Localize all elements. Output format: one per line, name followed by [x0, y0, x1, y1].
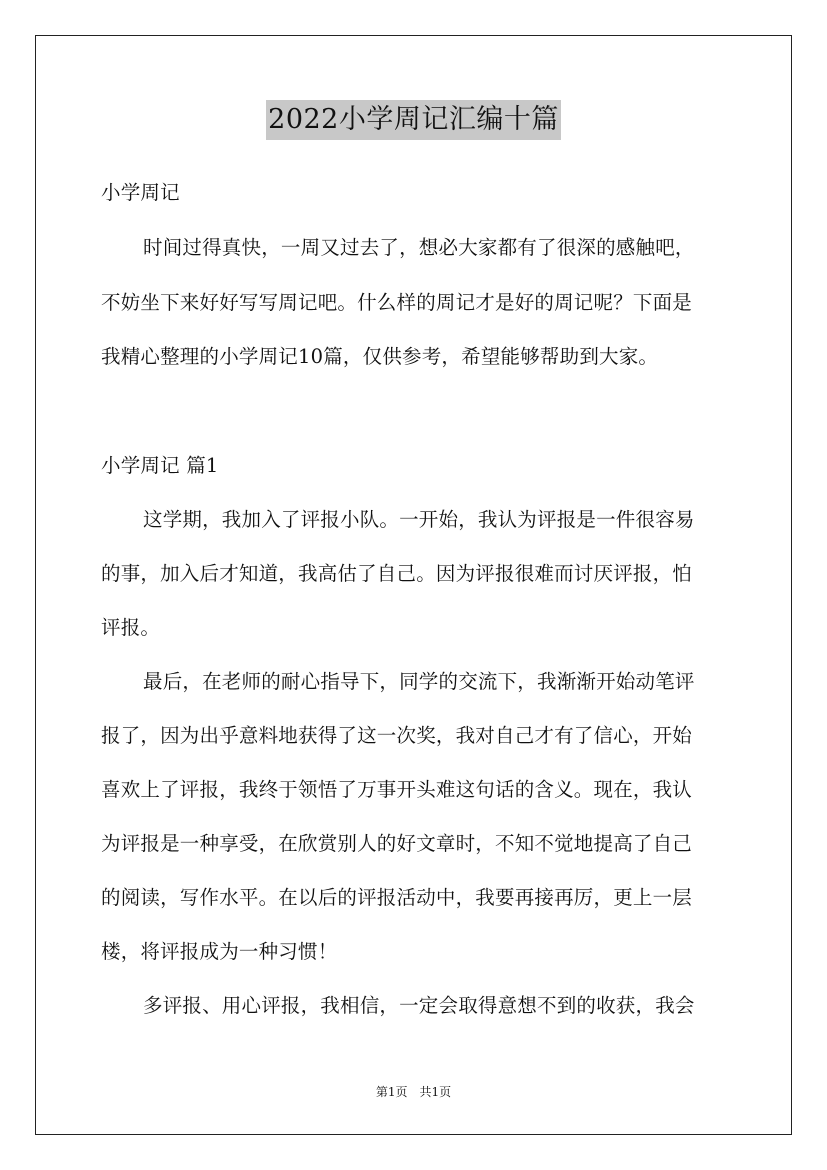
intro-line-2: 不妨坐下来好好写写周记吧。什么样的周记才是好的周记呢？下面是 — [101, 291, 693, 314]
paragraph2-line-1: 最后，在老师的耐心指导下，同学的交流下，我渐渐开始动笔评 — [143, 670, 695, 693]
paragraph2-line-5: 的阅读，写作水平。在以后的评报活动中，我要再接再厉，更上一层 — [101, 886, 693, 909]
article-heading: 小学周记 篇1 — [101, 454, 219, 477]
title-container — [0, 100, 827, 140]
section-heading: 小学周记 — [101, 181, 180, 204]
paragraph2-line-3: 喜欢上了评报，我终于领悟了万事开头难这句话的含义。现在，我认 — [101, 778, 693, 801]
document-title: 2022小学周记汇编十篇 — [266, 100, 561, 140]
paragraph1-line-1: 这学期，我加入了评报小队。一开始，我认为评报是一件很容易 — [143, 508, 695, 531]
paragraph1-line-2: 的事，加入后才知道，我高估了自己。因为评报很难而讨厌评报，怕 — [101, 562, 693, 585]
paragraph3-line-1: 多评报、用心评报，我相信，一定会取得意想不到的收获，我会 — [143, 994, 695, 1017]
intro-line-3: 我精心整理的小学周记10篇，仅供参考，希望能够帮助到大家。 — [101, 345, 659, 368]
paragraph2-line-2: 报了，因为出乎意料地获得了这一次奖，我对自己才有了信心，开始 — [101, 724, 693, 747]
paragraph2-line-4: 为评报是一种享受，在欣赏别人的好文章时，不知不觉地提高了自己 — [101, 832, 693, 855]
intro-line-1: 时间过得真快，一周又过去了，想必大家都有了很深的感触吧， — [143, 236, 695, 259]
paragraph1-line-3: 评报。 — [101, 616, 161, 639]
paragraph2-line-6: 楼，将评报成为一种习惯！ — [101, 940, 338, 963]
page-footer: 第1页 共1页 — [375, 1085, 452, 1099]
